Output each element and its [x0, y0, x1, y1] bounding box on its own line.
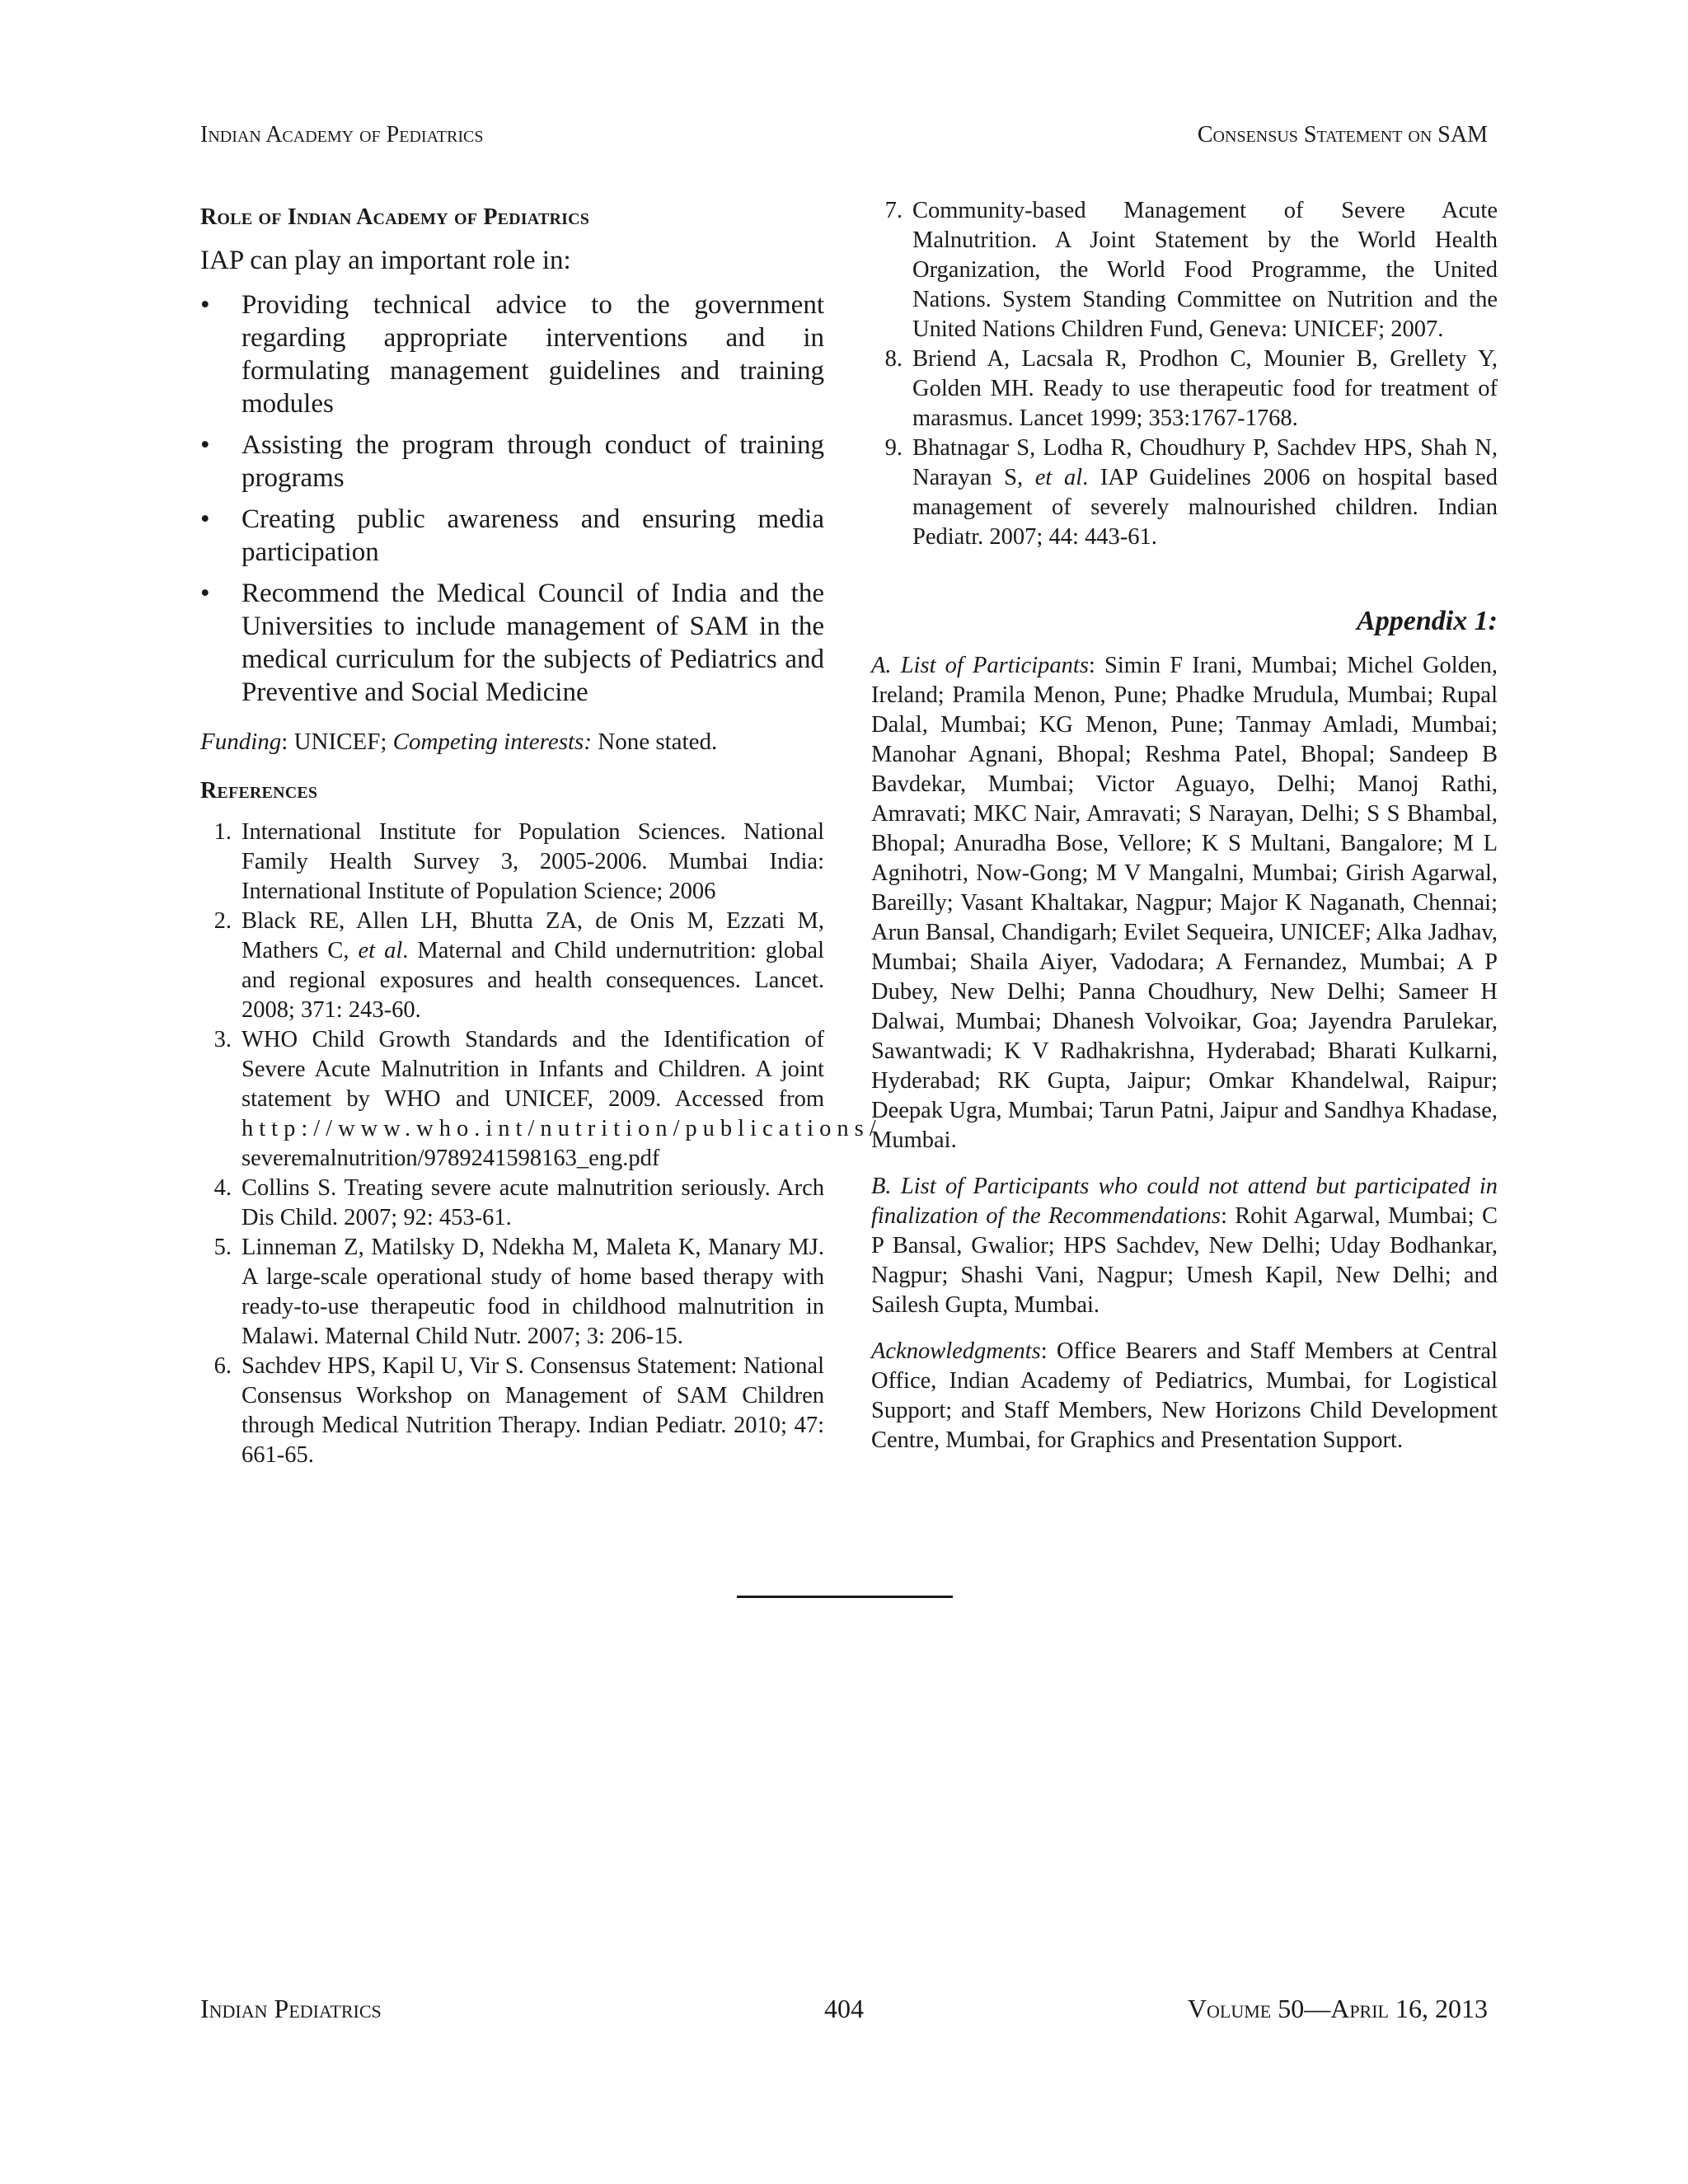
acknowledgments: Acknowledgments: Office Bearers and Staff Members at Central Office, Indian Academy of Pediatrics, Mumbai, for Logistical Support; and Staff Members, New Horizons Child Development Centre, Mumbai, for Graphics and Presentation Support.	[871, 1338, 1498, 1453]
reference-item: 1. International Institute for Population Sciences. National Family Health Survey 3, 2005-2006. Mumbai India: International Institute of Population Science; 2006	[213, 819, 824, 904]
reference-item: 2. Black RE, Allen LH, Bhutta ZA, de Onis M, Ezzati M, Mathers C, et al. Maternal and Child undernutrition: global and regional exposures and health consequences. Lancet. 2008; 371: 243-60.	[213, 908, 824, 1023]
reference-item: 9. Bhatnagar S, Lodha R, Choudhury P, Sachdev HPS, Shah N, Narayan S, et al. IAP Guidelines 2006 on hospital based management of severely malnourished children. Indian Pediatr. 2007; 44: 443-61.	[884, 435, 1498, 550]
participants-list-b: B. List of Participants who could not attend but participated in finalization of the Recommendations: Rohit Agarwal, Mumbai; C P Bansal, Gwalior; HPS Sachdev, New Delhi; Uday Bodhankar, Nagpur; Shashi Vani, Nagpur; Umesh Kapil, New Delhi; and Sailesh Gupta, Mumbai.	[871, 1174, 1498, 1318]
running-head-left: Indian Academy of Pediatrics	[200, 122, 484, 148]
funding-statement: Funding: UNICEF; Competing interests: None stated.	[200, 729, 718, 755]
reference-list-left	[200, 818, 882, 1470]
appendix-title: Appendix 1:	[1357, 606, 1498, 636]
role-bullet-list	[200, 288, 824, 709]
running-head-right: Consensus Statement on SAM	[1197, 122, 1488, 148]
participants-list-a: A. List of Participants: Simin F Irani, Mumbai; Michel Golden, Ireland; Pramila Menon, Pune; Phadke Mrudula, Mumbai; Rupal Dalal, Mumbai; KG Menon, Pune; Tanmay Amladi, Mumbai; Manohar Agnani, Bhopal; Reshma Patel, Bhopal; Sandeep B Bavdekar, Mumbai; Victor Aguayo, Delhi; Manoj Rathi, Amravati; MKC Nair, Amravati; S Narayan, Delhi; S S Bhambal, Bhopal; Anuradha Bose, Vellore; K S Multani, Bangalore; M L Agnihotri, Now-Gong; M V Mangalni, Mumbai; Girish Agarwal, Bareilly; Vasant Khaltakar, Nagpur; Major K Naganath, Chennai; Arun Bansal, Chandigarh; Evilet Sequeira, UNICEF; Alka Jadhav, Mumbai; Shaila Aiyer, Vadodara; A Fernandez, Mumbai; A P Dubey, New Delhi; Panna Choudhury, New Delhi; Sameer H Dalwai, Mumbai; Dhanesh Volvoikar, Goa; Jayendra Parulekar, Sawantwadi; K V Radhakrishna, Hyderabad; Bharati Kulkarni, Hyderabad; RK Gupta, Jaipur; Omkar Khandelwal, Raipur; Deepak Ugra, Mumbai; Tarun Patni, Jaipur and Sandhya Khadase, Mumbai.	[871, 653, 1498, 1153]
bullet-item: • Assisting the program through conduct of training programs	[200, 430, 824, 493]
right-column	[871, 196, 1498, 1472]
end-rule-divider	[737, 1596, 953, 1598]
reference-item: 6. Sachdev HPS, Kapil U, Vir S. Consensus Statement: National Consensus Workshop on Management of SAM Children through Medical Nutrition Therapy. Indian Pediatr. 2010; 47: 661-65.	[213, 1353, 824, 1468]
running-head	[200, 122, 1488, 163]
bullet-item: • Creating public awareness and ensuring media participation	[200, 504, 824, 567]
footer-journal: Indian Pediatrics	[200, 1994, 382, 2023]
reference-item: 3. WHO Child Growth Standards and the Identification of Severe Acute Malnutrition in Infants and Children. A joint statement by WHO and UNICEF, 2009. Accessed from http://www.who.int/nutrition/publications/ severemalnutrition/9789241598163_eng.pdf	[213, 1027, 882, 1171]
left-column	[200, 196, 882, 1470]
bullet-item: • Providing technical advice to the government regarding appropriate interventions and in formulating management guidelines and training modules	[200, 290, 824, 419]
reference-url[interactable]: http://www.who.int/nutrition/publications/	[241, 1116, 882, 1141]
bullet-item: • Recommend the Medical Council of India and the Universities to include management of SAM in the medical curriculum for the subjects of Pediatrics and Preventive and Social Medicine	[200, 579, 824, 707]
reference-item: 4. Collins S. Treating severe acute malnutrition seriously. Arch Dis Child. 2007; 92: 453-61.	[213, 1175, 824, 1230]
reference-item: 5. Linneman Z, Matilsky D, Ndekha M, Maleta K, Manary MJ. A large-scale operational study of home based therapy with ready-to-use therapeutic food in childhood malnutrition in Malawi. Maternal Child Nutr. 2007; 3: 206-15.	[213, 1235, 824, 1349]
reference-item: 8. Briend A, Lacsala R, Prodhon C, Mounier B, Grellety Y, Golden MH. Ready to use therapeutic food for treatment of marasmus. Lancet 1999; 353:1767-1768.	[884, 346, 1498, 431]
intro-text: IAP can play an important role in:	[200, 246, 571, 275]
page-number: 404	[824, 1994, 864, 2023]
references-title: References	[200, 778, 318, 804]
page-footer	[200, 1994, 1488, 2035]
section-title-role: Role of Indian Academy of Pediatrics	[200, 204, 590, 230]
reference-item: 7. Community-based Management of Severe Acute Malnutrition. A Joint Statement by the World Health Organization, the World Food Programme, the United Nations. System Standing Committee on Nutrition and the United Nations Children Fund, Geneva: UNICEF; 2007.	[884, 198, 1498, 342]
reference-list-right	[871, 196, 1498, 552]
footer-volume: Volume 50—April 16, 2013	[1187, 1994, 1488, 2023]
